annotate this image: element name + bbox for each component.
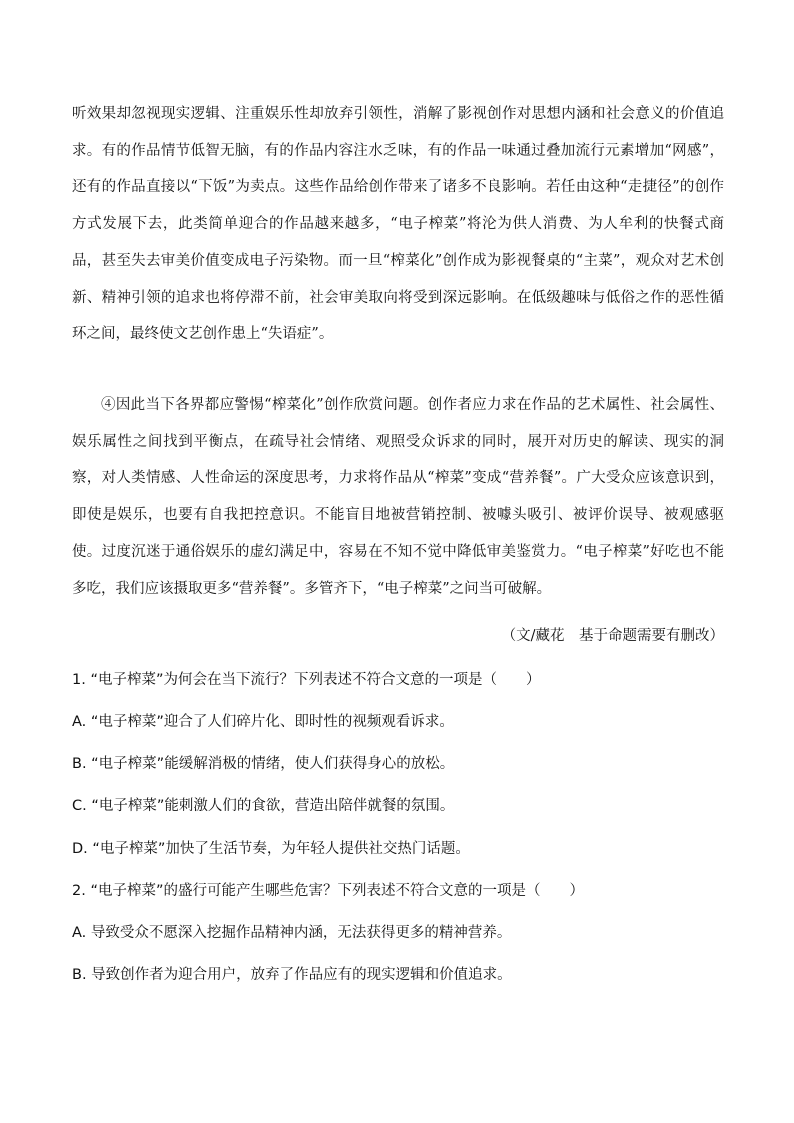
option-d: D. “电子榨菜”加快了生活节奏，为年轻人提供社交热门话题。: [72, 841, 470, 857]
question-stem: 2. “电子榨菜”的盛行可能产生哪些危害？下列表述不符合文意的一项是（ ）: [72, 883, 584, 899]
article-source: （文/藏花 基于命题需要有删改）: [501, 628, 724, 644]
article-paragraph-3: 听效果却忽视现实逻辑、注重娱乐性却放弃引领性，消解了影视创作对思想内涵和社会意义的价值追求。有的作品情节低智无脑，有的作品内容注水乏味，有的作品一味通过叠加流行元素增加“网感”，还有的作品直接以“下饭”为卖点。这些作品给创作带来了诸多不良影响。若任由这种“走捷径”的创作方式发展下去，此类简单迎合的作品越来越多，“电子榨菜”将沦为供人消费、为人牟利的快餐式商品，甚至失去审美价值变成电子污染物。而一旦“榨菜化”创作成为影视餐桌的“主菜”，观众对艺术创新、精神引领的追求也将停滞不前，社会审美取向将受到深远影响。在低级趣味与低俗之作的恶性循环之间，最终使文艺创作患上“失语症”。: [72, 106, 724, 343]
option-c: C. “电子榨菜”能刺激人们的食欲，营造出陪伴就餐的氛围。: [72, 798, 455, 814]
option-a: A. “电子榨菜”迎合了人们碎片化、即时性的视频观看诉求。: [72, 714, 454, 730]
article-paragraph-4: ④因此当下各界都应警惕“榨菜化”创作欣赏问题。创作者应力求在作品的艺术属性、社会属性、娱乐属性之间找到平衡点，在疏导社会情绪、观照受众诉求的同时，展开对历史的解读、现实的洞察，对人类情感、人性命运的深度思考，力求将作品从“榨菜”变成“营养餐”。广大受众应该意识到，即使是娱乐，也要有自我把控意识。不能盲目地被营销控制、被噱头吸引、被评价误导、被观感驱使。过度沉迷于通俗娱乐的虚幻满足中，容易在不知不觉中降低审美鉴赏力。“电子榨菜”好吃也不能多吃，我们应该摄取更多“营养餐”。多管齐下，“电子榨菜”之问当可破解。: [72, 397, 724, 597]
question-stem: 1. “电子榨菜”为何会在当下流行？下列表述不符合文意的一项是（ ）: [72, 672, 541, 688]
option-b: B. 导致创作者为迎合用户，放弃了作品应有的现实逻辑和价值追求。: [72, 967, 512, 983]
option-b: B. “电子榨菜”能缓解消极的情绪，使人们获得身心的放松。: [72, 756, 455, 772]
option-a: A. 导致受众不愿深入挖掘作品精神内涵，无法获得更多的精神营养。: [72, 925, 512, 941]
